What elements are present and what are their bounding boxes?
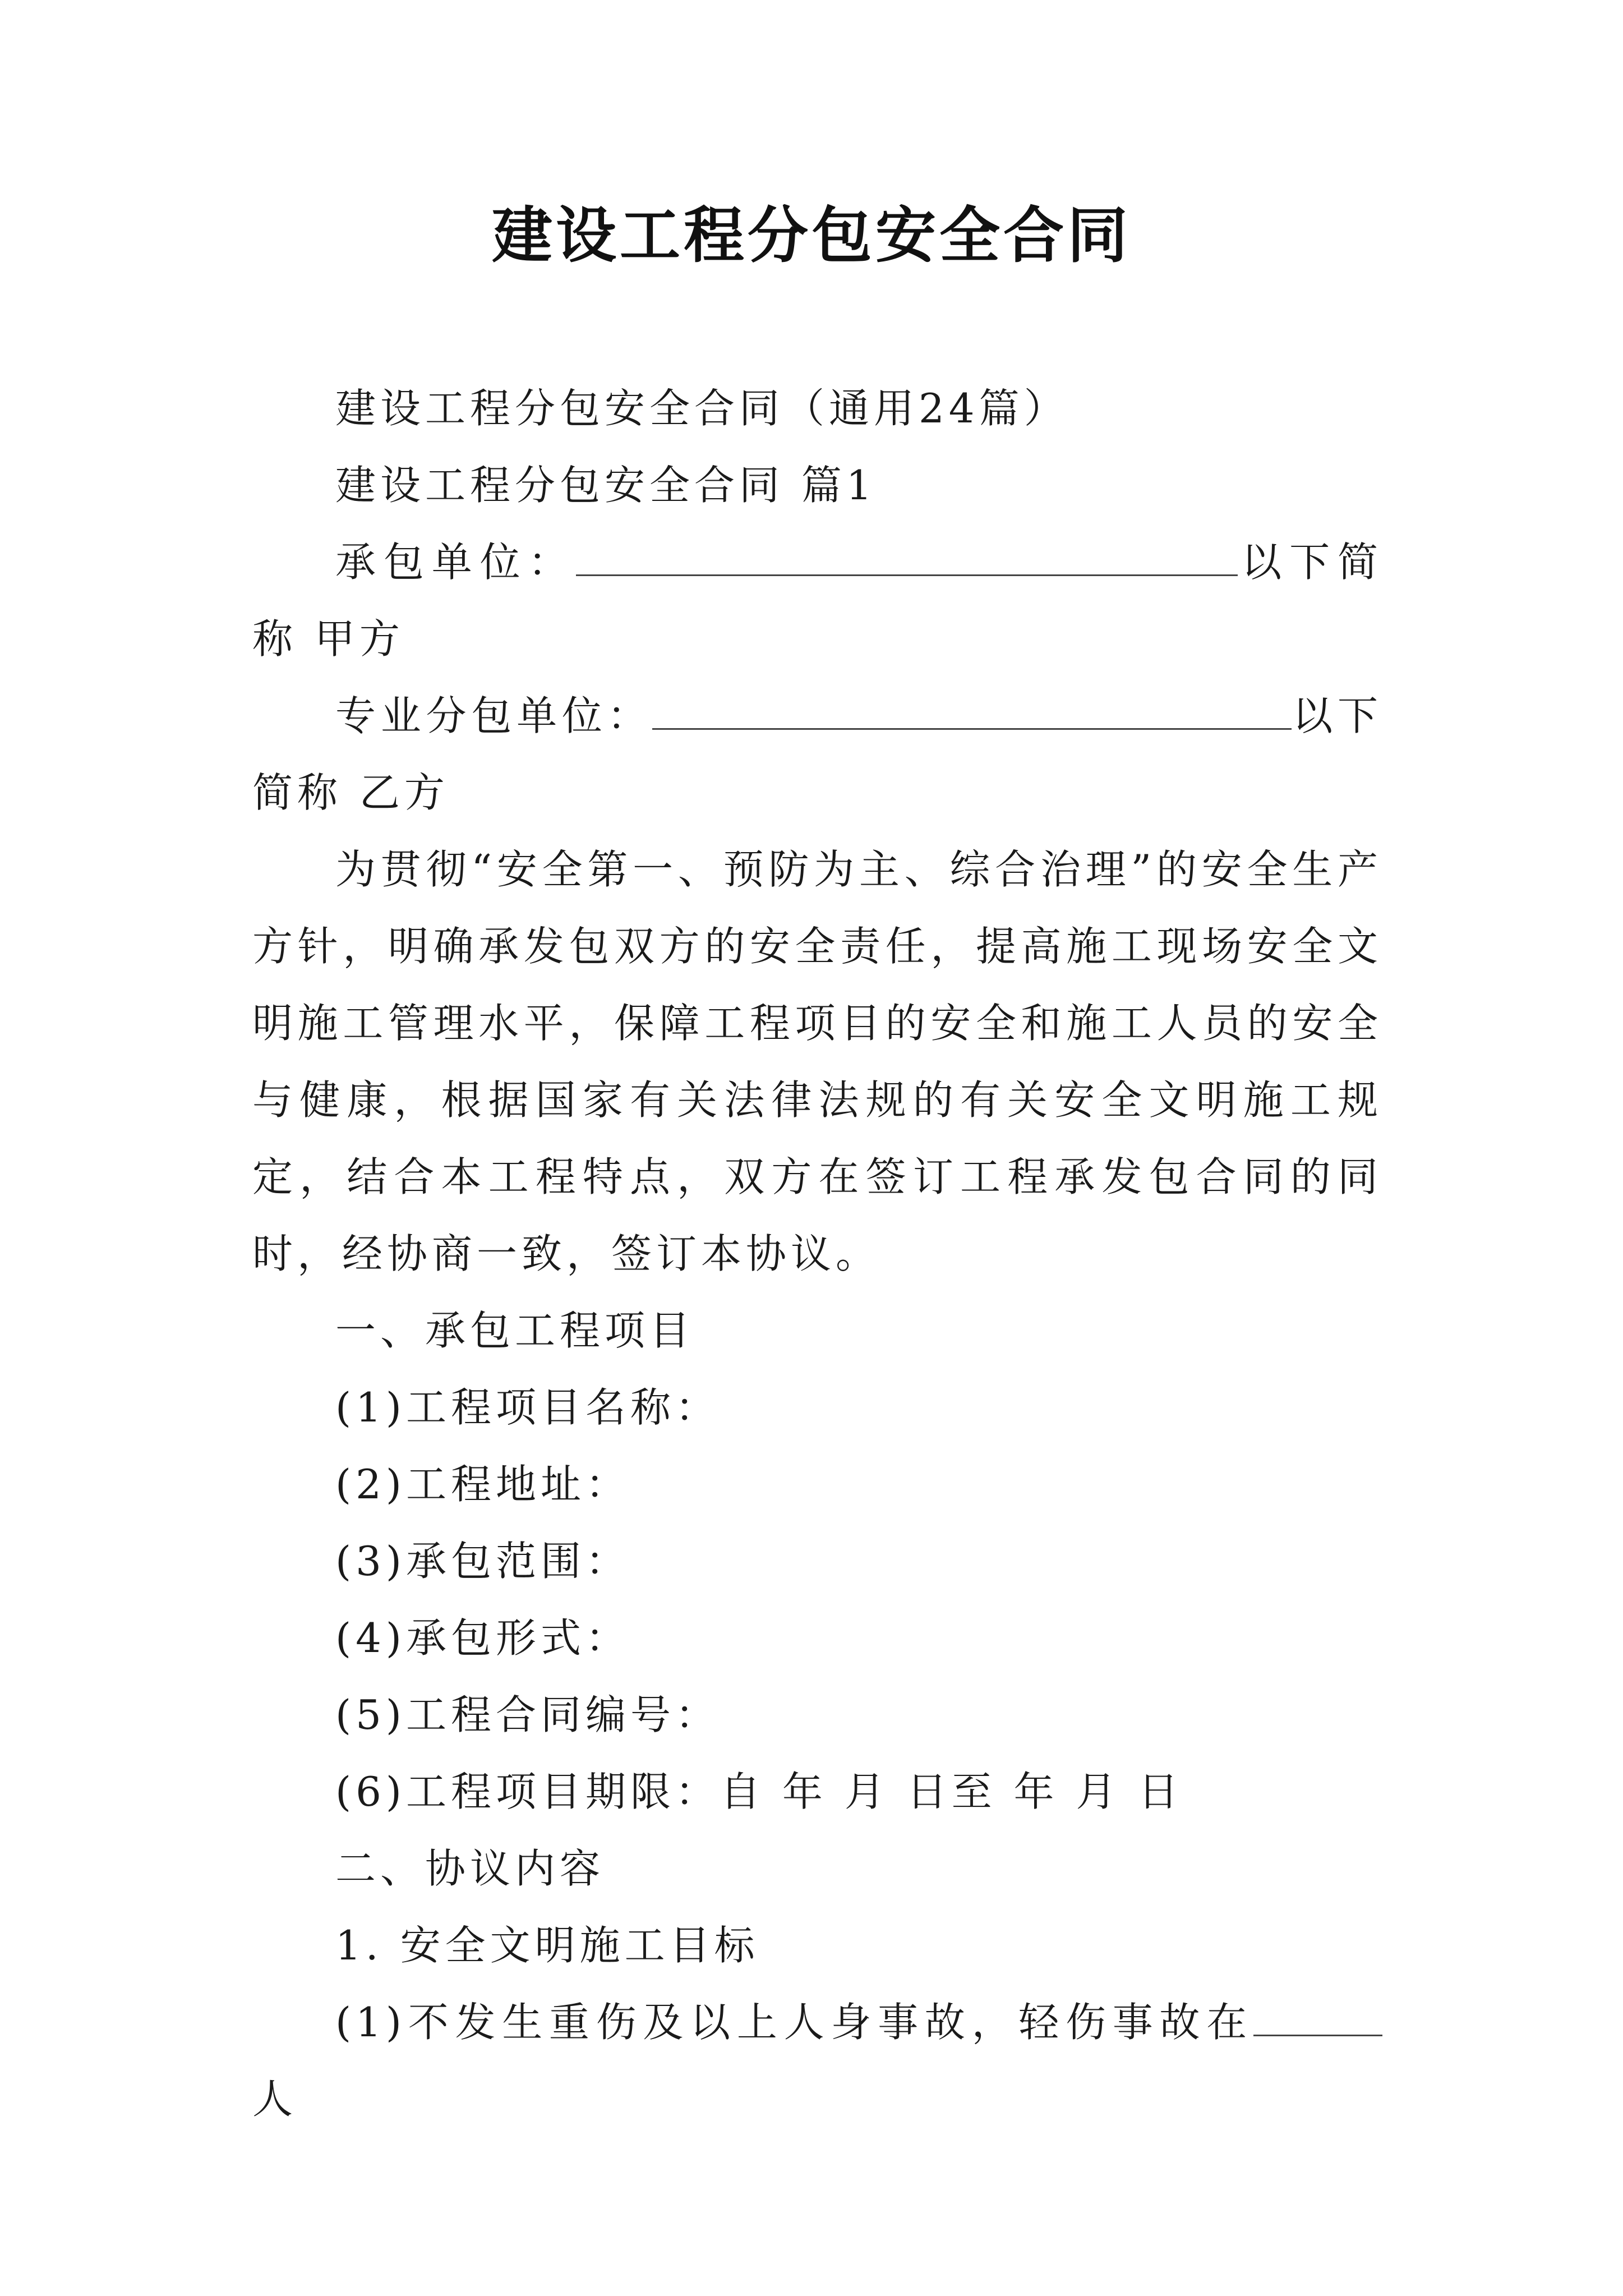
paragraph-preamble: 为贯彻“安全第一、预防为主、综合治理”的安全生产方针，明确承发包双方的安全责任，提高施工现场安全文明施工管理水平，保障工程项目的安全和施工人员的安全与健康，根据国家有关法律法规的有关安全文明施工规定，结合本工程特点，双方在签订工程承发包合同的同时，经协商一致，签订本协议。 (252, 846, 1382, 1277)
contractor-label-tail: 以下简称 甲方 (252, 539, 1382, 662)
target-1-tail: 人 (252, 2076, 298, 2123)
paragraph-contractor (252, 524, 1382, 678)
paragraph-target-1 (252, 1984, 1382, 2138)
paragraph-subheading-1: 1. 安全文明施工目标 (335, 1922, 759, 1969)
target-1-text: (1)不发生重伤及以上人身事故，轻伤事故在 (335, 1999, 1253, 2046)
paragraph-section-heading: 建设工程分包安全合同 篇1 (335, 462, 877, 509)
subcontractor-blank-line (652, 694, 1292, 730)
paragraph-item-4: (4)承包形式： (335, 1614, 630, 1662)
paragraph-heading-2: 二、协议内容 (335, 1845, 605, 1892)
paragraph-item-6: (6)工程项目期限：自 年 月 日至 年 月 日 (335, 1768, 1183, 1815)
paragraph-item-2: (2)工程地址： (335, 1461, 630, 1508)
paragraph-subtitle: 建设工程分包安全合同（通用24篇） (335, 385, 1069, 432)
paragraph-item-5: (5)工程合同编号： (335, 1691, 720, 1738)
contractor-blank-line (576, 541, 1238, 576)
document-body (252, 370, 1382, 2138)
paragraph-heading-1: 一、承包工程项目 (335, 1307, 695, 1354)
page-title: 建设工程分包安全合同 (491, 200, 1131, 271)
injury-count-blank-line (1253, 2001, 1382, 2036)
paragraph-item-3: (3)承包范围： (335, 1538, 630, 1585)
subcontractor-label-tail: 以下简称 乙方 (252, 692, 1382, 816)
contractor-label: 承包单位： (335, 539, 577, 586)
paragraph-subcontractor (252, 678, 1382, 831)
paragraph-item-1: (1)工程项目名称： (335, 1384, 720, 1431)
subcontractor-label: 专业分包单位： (335, 692, 653, 739)
